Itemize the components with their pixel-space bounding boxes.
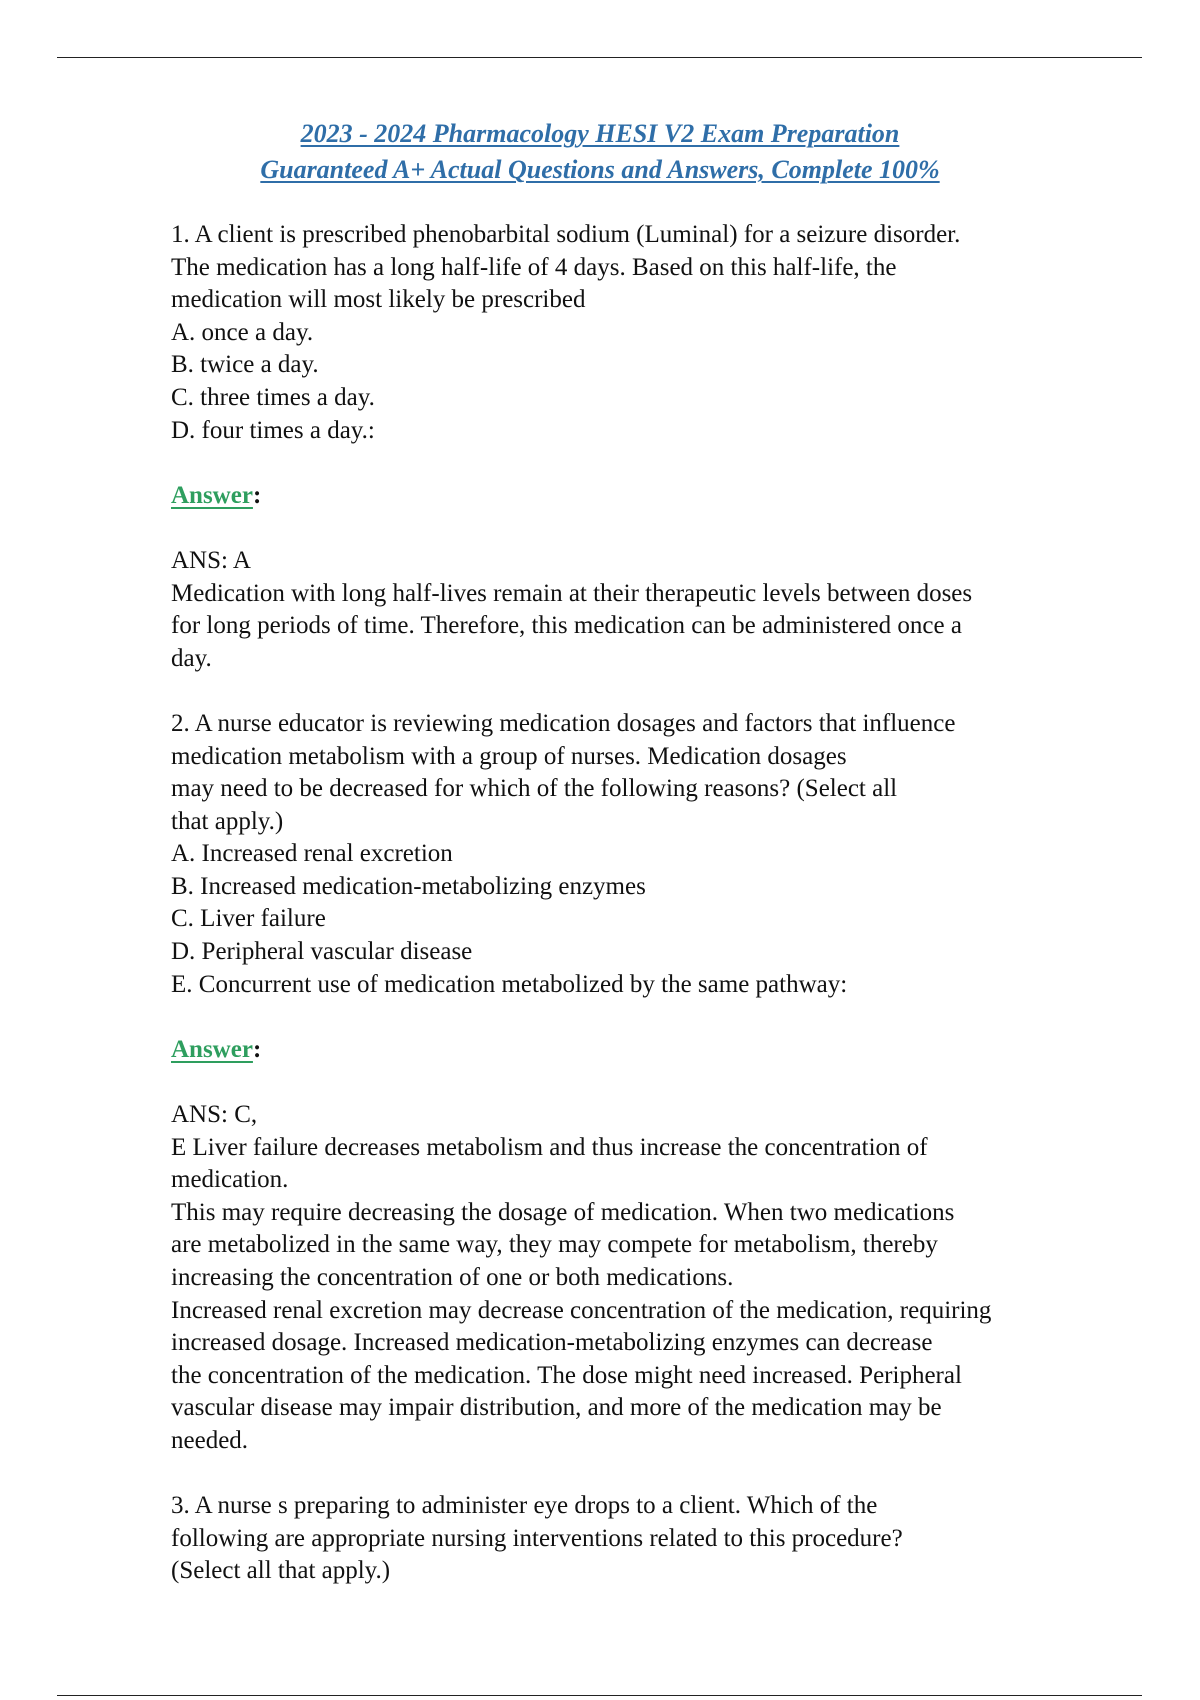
spacer (171, 1458, 1111, 1491)
top-rule (57, 57, 1142, 58)
question-2-option-d: D. Peripheral vascular disease (171, 938, 473, 966)
answer-1-rationale-line: day. (171, 644, 212, 672)
answer-2-rationale-line: increased dosage. Increased medication-metabolizing enzymes can decrease (171, 1329, 933, 1357)
spacer (171, 1001, 1111, 1034)
answer-1-rationale-line: Medication with long half-lives remain at their therapeutic levels between doses (171, 579, 973, 607)
question-3 (171, 1490, 1111, 1588)
question-2 (171, 708, 1111, 1001)
answer-2-rationale-line: E Liver failure decreases metabolism and thus increase the concentration of (171, 1133, 928, 1161)
spacer (171, 675, 1111, 708)
answer-1-key: ANS: A (171, 546, 251, 574)
answer-label-text: Answer (171, 1035, 253, 1063)
answer-1 (171, 545, 1111, 675)
title-line-1[interactable]: 2023 - 2024 Pharmacology HESI V2 Exam Preparation (300, 119, 900, 148)
answer-label-colon: : (252, 1035, 262, 1063)
answer-2-rationale-line: are metabolized in the same way, they may compete for metabolism, thereby (171, 1231, 938, 1259)
answer-label-colon: : (252, 481, 262, 509)
answer-label-text: Answer (171, 481, 253, 509)
question-2-option-e: E. Concurrent use of medication metabolized by the same pathway: (171, 970, 848, 998)
spacer (171, 1066, 1111, 1099)
answer-1-rationale-line: for long periods of time. Therefore, this medication can be administered once a (171, 612, 962, 640)
answer-2-rationale-line: Increased renal excretion may decrease concentration of the medication, requiring (171, 1296, 992, 1324)
spacer (171, 447, 1111, 480)
answer-2-key: ANS: C, (171, 1101, 258, 1129)
question-2-stem-line: medication metabolism with a group of nurses. Medication dosages (171, 742, 847, 770)
answer-2-rationale-line: needed. (171, 1426, 249, 1454)
answer-2 (171, 1099, 1111, 1458)
question-1-option-a: A. once a day. (171, 318, 314, 346)
spacer (171, 512, 1111, 545)
question-2-option-c: C. Liver failure (171, 905, 326, 933)
question-1-stem-line: The medication has a long half-life of 4 days. Based on this half-life, the (171, 253, 897, 281)
question-1 (171, 219, 1111, 447)
title-line-2[interactable]: Guaranteed A+ Actual Questions and Answers, Complete 100% (260, 155, 940, 184)
question-2-stem-line: 2. A nurse educator is reviewing medication dosages and factors that influence (171, 709, 956, 737)
answer-heading-1 (171, 480, 1111, 513)
answer-2-rationale-line: the concentration of the medication. The dose might need increased. Peripheral (171, 1361, 962, 1389)
answer-2-rationale-line: This may require decreasing the dosage of medication. When two medications (171, 1198, 955, 1226)
answer-heading-2 (171, 1034, 1111, 1067)
question-1-stem-line: medication will most likely be prescribed (171, 286, 586, 314)
question-1-option-c: C. three times a day. (171, 383, 375, 411)
document-body (171, 219, 1111, 1588)
question-3-stem-line: following are appropriate nursing interventions related to this procedure? (171, 1524, 903, 1552)
answer-2-rationale-line: medication. (171, 1166, 289, 1194)
question-2-option-b: B. Increased medication-metabolizing enzymes (171, 872, 646, 900)
answer-2-rationale-line: increasing the concentration of one or both medications. (171, 1264, 734, 1291)
document-title (0, 116, 1200, 188)
question-1-stem-line: 1. A client is prescribed phenobarbital sodium (Luminal) for a seizure disorder. (171, 221, 961, 248)
question-3-stem-line: (Select all that apply.) (171, 1557, 391, 1585)
question-1-option-b: B. twice a day. (171, 351, 319, 379)
answer-2-rationale-line: vascular disease may impair distribution, and more of the medication may be (171, 1394, 942, 1422)
bottom-rule (57, 1695, 1142, 1696)
question-2-stem-line: may need to be decreased for which of the following reasons? (Select all (171, 775, 898, 803)
question-2-stem-line: that apply.) (171, 807, 284, 835)
question-3-stem-line: 3. A nurse s preparing to administer eye drops to a client. Which of the (171, 1492, 878, 1520)
question-1-option-d: D. four times a day.: (171, 416, 375, 444)
question-2-option-a: A. Increased renal excretion (171, 840, 453, 868)
